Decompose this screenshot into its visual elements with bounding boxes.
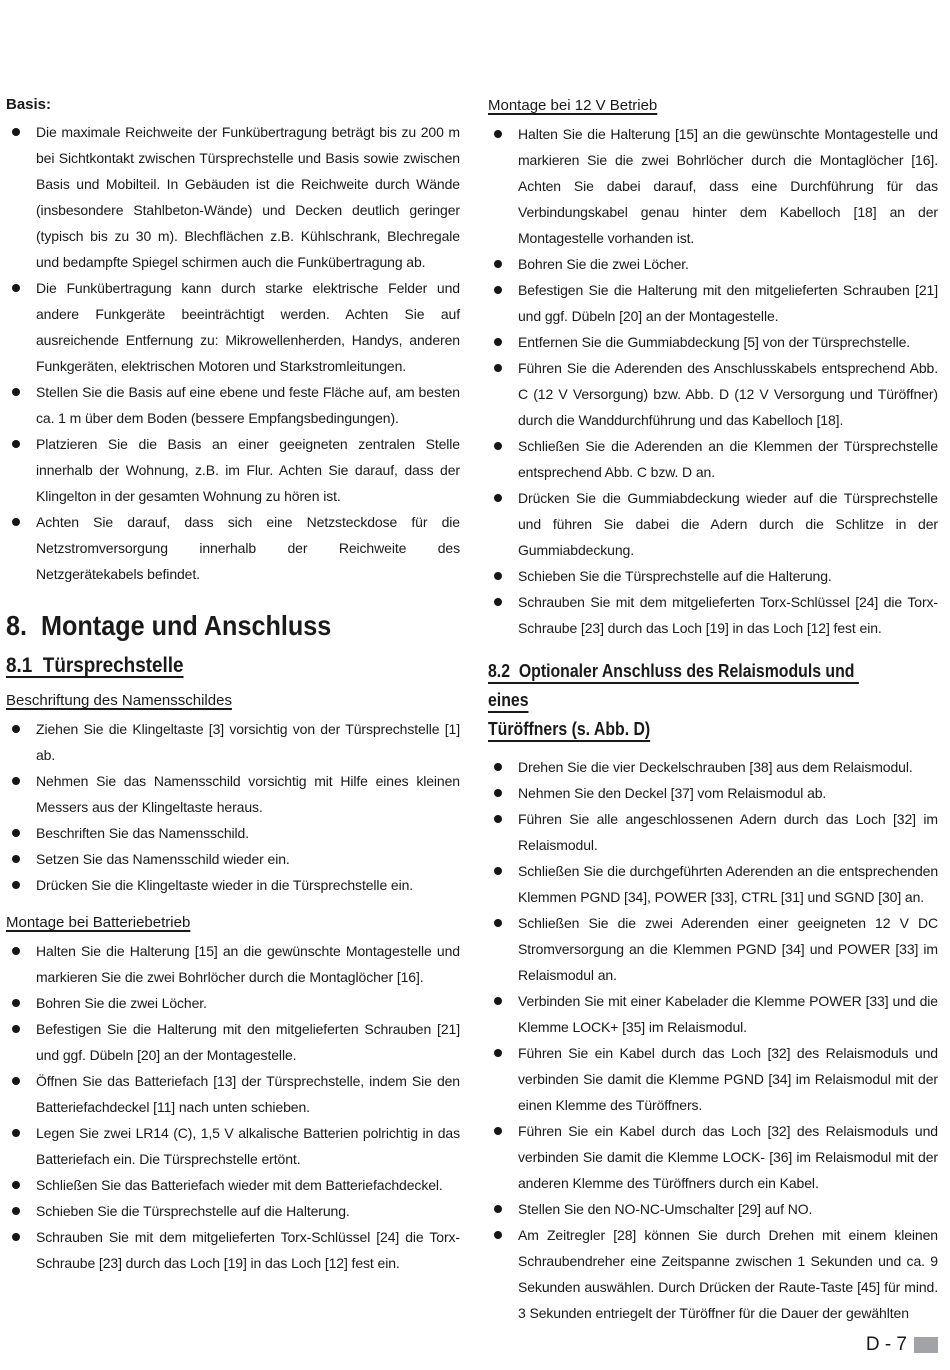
bullet-item — [6, 820, 460, 846]
bullet-item — [488, 988, 938, 1040]
bullet-icon — [12, 829, 20, 837]
bullet-text: Stellen Sie den NO-NC-Umschalter [29] auf NO. — [518, 1201, 813, 1217]
bullet-icon — [494, 815, 502, 823]
bullet-icon — [12, 440, 20, 448]
bullet-item — [488, 329, 938, 355]
bullet-text: Schrauben Sie mit dem mitgelieferten Torx-Schlüssel [24] die Torx-Schraube [23] durch das Loch [19] in das Loch [12] fest ein. — [518, 594, 938, 636]
bullet-icon — [494, 997, 502, 1005]
bullet-text: Am Zeitregler [28] können Sie durch Drehen mit einem kleinen Schraubendreher eine Zeitspanne zwischen 1 Sekunden und ca. 9 Sekunden auswählen. Durch Drücken der Raute-Taste [45] für mind. 3 Sekunden entriegelt der Türöffner für die Dauer der gewählten — [518, 1227, 938, 1321]
bullet-text: Führen Sie die Aderenden des Anschlusskabels entsprechend Abb. C (12 V Versorgung) bzw. Abb. D (12 V Versorgung und Türöffner) durch die Wanddurchführung und das Kabelloch [18]. — [518, 360, 938, 428]
bullet-text: Achten Sie darauf, dass sich eine Netzsteckdose für die Netzstromversorgung innerhalb der Reichweite des Netzgerätekabels befindet. — [36, 514, 460, 582]
bullet-item — [488, 754, 938, 780]
bullet-item — [6, 1172, 460, 1198]
bullet-icon — [494, 1127, 502, 1135]
bullet-text: Bohren Sie die zwei Löcher. — [36, 995, 207, 1011]
bullet-icon — [12, 1129, 20, 1137]
bullet-text: Schrauben Sie mit dem mitgelieferten Torx-Schlüssel [24] die Torx-Schraube [23] durch das Loch [19] in das Loch [12] fest ein. — [36, 1229, 460, 1271]
bullet-text: Halten Sie die Halterung [15] an die gewünschte Montagestelle und markieren Sie die zwei Bohrlöcher durch die Montaglöcher [16]. — [36, 943, 460, 985]
bullet-icon — [12, 388, 20, 396]
bullet-text: Nehmen Sie das Namensschild vorsichtig mit Hilfe eines kleinen Messers aus der Klingeltaste heraus. — [36, 773, 460, 815]
bullet-item — [488, 277, 938, 329]
bullet-text: Stellen Sie die Basis auf eine ebene und feste Fläche auf, am besten ca. 1 m über dem Boden (bessere Empfangsbedingungen). — [36, 384, 460, 426]
bullet-icon — [12, 855, 20, 863]
basis-list — [6, 119, 460, 587]
bullet-item — [488, 355, 938, 433]
bullet-item — [6, 938, 460, 990]
bullet-text: Führen Sie ein Kabel durch das Loch [32] des Relaismoduls und verbinden Sie damit die Klemme LOCK- [36] im Relaismodul mit der anderen Klemme des Türöffners durch ein Kabel. — [518, 1123, 938, 1191]
bullet-icon — [494, 1205, 502, 1213]
bullet-icon — [12, 128, 20, 136]
relais-list — [488, 754, 938, 1326]
bullet-item — [6, 1016, 460, 1068]
beschriftung-list — [6, 716, 460, 898]
page-number-label: D - 7 — [865, 1334, 907, 1355]
bullet-text: Bohren Sie die zwei Löcher. — [518, 256, 689, 272]
bullet-icon — [494, 260, 502, 268]
bullet-item — [488, 121, 938, 251]
bullet-icon — [12, 1233, 20, 1241]
bullet-text: Die Funkübertragung kann durch starke elektrische Felder und andere Funkgeräte beeinträchtigt werden. Achten Sie auf ausreichende Entfernung zu: Mikrowellenherden, Handys, anderen Funkgeräten, elektrischen Motoren und Starkstromleitungen. — [36, 280, 460, 374]
bullet-item — [6, 990, 460, 1016]
bullet-icon — [12, 1207, 20, 1215]
bullet-text: Schließen Sie die zwei Aderenden einer geeigneten 12 V DC Stromversorgung an die Klemmen PGND [34] und POWER [33] im Relaismodul an. — [518, 915, 938, 983]
bullet-icon — [12, 1025, 20, 1033]
bullet-item — [6, 1068, 460, 1120]
bullet-item — [488, 1196, 938, 1222]
bullet-icon — [494, 130, 502, 138]
bullet-text: Setzen Sie das Namensschild wieder ein. — [36, 851, 290, 867]
bullet-icon — [494, 919, 502, 927]
twelve-v-heading: Montage bei 12 V Betrieb — [488, 97, 658, 114]
bullet-text: Führen Sie alle angeschlossenen Adern durch das Loch [32] im Relaismodul. — [518, 811, 938, 853]
bullet-item — [6, 431, 460, 509]
bullet-icon — [12, 284, 20, 292]
bullet-item — [488, 485, 938, 563]
bullet-text: Schließen Sie die Aderenden an die Klemmen der Türsprechstelle entsprechend Abb. C bzw. D an. — [518, 438, 938, 480]
bullet-item — [6, 872, 460, 898]
section-8-1-heading: 8.1 Türsprechstelle — [6, 654, 184, 677]
bullet-text: Legen Sie zwei LR14 (C), 1,5 V alkalische Batterien polrichtig in das Batteriefach ein. Die Türsprechstelle ertönt. — [36, 1125, 460, 1167]
bullet-icon — [12, 881, 20, 889]
bullet-text: Führen Sie ein Kabel durch das Loch [32] des Relaismoduls und verbinden Sie damit die Klemme PGND [34] im Relaismodul mit der einen Klemme des Türöffners. — [518, 1045, 938, 1113]
bullet-text: Platzieren Sie die Basis an einer geeigneten zentralen Stelle innerhalb der Wohnung, z.B. im Flur. Achten Sie darauf, dass der Klingelton in der gesamten Wohnung zu hören ist. — [36, 436, 460, 504]
bullet-item — [488, 1118, 938, 1196]
bullet-item — [488, 780, 938, 806]
bullet-item — [488, 589, 938, 641]
bullet-item — [6, 1198, 460, 1224]
bullet-icon — [494, 364, 502, 372]
bullet-text: Ziehen Sie die Klingeltaste [3] vorsichtig von der Türsprechstelle [1] ab. — [36, 721, 460, 763]
bullet-icon — [12, 1077, 20, 1085]
bullet-icon — [494, 442, 502, 450]
bullet-icon — [494, 494, 502, 502]
bullet-item — [488, 251, 938, 277]
bullet-text: Befestigen Sie die Halterung mit den mitgelieferten Schrauben [21] und ggf. Dübeln [20] an der Montagestelle. — [36, 1021, 460, 1063]
bullet-item — [488, 1040, 938, 1118]
bullet-item — [6, 509, 460, 587]
bullet-item — [6, 846, 460, 872]
bullet-icon — [494, 789, 502, 797]
bullet-text: Schieben Sie die Türsprechstelle auf die Halterung. — [518, 568, 832, 584]
bullet-item — [488, 858, 938, 910]
bullet-icon — [494, 286, 502, 294]
bullet-item — [488, 1222, 938, 1326]
bullet-icon — [12, 725, 20, 733]
bullet-text: Öffnen Sie das Batteriefach [13] der Türsprechstelle, indem Sie den Batteriefachdeckel [11] nach unten schieben. — [36, 1073, 460, 1115]
bullet-item — [6, 716, 460, 768]
beschriftung-heading: Beschriftung des Namensschildes — [6, 692, 232, 709]
left-column — [6, 93, 460, 1276]
footer-square-mark — [914, 1337, 938, 1353]
bullet-item — [6, 1224, 460, 1276]
bullet-text: Schließen Sie die durchgeführten Aderenden an die entsprechenden Klemmen PGND [34], POWER [33], CTRL [31] und SGND [30] an. — [518, 863, 938, 905]
bullet-item — [6, 1120, 460, 1172]
bullet-icon — [494, 572, 502, 580]
basis-heading: Basis: — [6, 96, 52, 113]
bullet-text: Drücken Sie die Gummiabdeckung wieder auf die Türsprechstelle und führen Sie dabei die Adern durch die Schlitze in der Gummiabdeckung. — [518, 490, 938, 558]
batterie-heading: Montage bei Batteriebetrieb — [6, 914, 191, 931]
bullet-item — [6, 275, 460, 379]
bullet-icon — [12, 947, 20, 955]
right-column — [488, 93, 938, 1356]
bullet-icon — [494, 338, 502, 346]
bullet-icon — [12, 1181, 20, 1189]
bullet-icon — [12, 777, 20, 785]
twelve-v-list — [488, 121, 938, 641]
bullet-text: Entfernen Sie die Gummiabdeckung [5] von der Türsprechstelle. — [518, 334, 911, 350]
bullet-text: Drehen Sie die vier Deckelschrauben [38] aus dem Relaismodul. — [518, 759, 913, 775]
bullet-item — [6, 379, 460, 431]
batterie-list — [6, 938, 460, 1276]
bullet-text: Schieben Sie die Türsprechstelle auf die Halterung. — [36, 1203, 350, 1219]
bullet-icon — [494, 1049, 502, 1057]
page-footer — [488, 1334, 938, 1356]
bullet-text: Beschriften Sie das Namensschild. — [36, 825, 250, 841]
bullet-icon — [12, 518, 20, 526]
section-8-2-heading-line1: 8.2 Optionaler Anschluss des Relaismoduls und eines — [488, 661, 859, 710]
bullet-item — [488, 910, 938, 988]
bullet-item — [488, 563, 938, 589]
bullet-item — [488, 806, 938, 858]
bullet-item — [6, 768, 460, 820]
bullet-text: Drücken Sie die Klingeltaste wieder in die Türsprechstelle ein. — [36, 877, 414, 893]
bullet-icon — [494, 1231, 502, 1239]
bullet-text: Nehmen Sie den Deckel [37] vom Relaismodul ab. — [518, 785, 827, 801]
bullet-text: Die maximale Reichweite der Funkübertragung beträgt bis zu 200 m bei Sichtkontakt zwischen Türsprechstelle und Basis sowie zwischen Basis und Mobilteil. In Gebäuden ist die Reichweite durch Wände (insbesondere Stahlbeton-Wände) und Decken deutlich geringer (typisch bis zu 30 m). Blechflächen z.B. Kühlschrank, Blechregale und bedampfte Spiegel schirmen auch die Funkübertragung ab. — [36, 124, 460, 270]
bullet-text: Halten Sie die Halterung [15] an die gewünschte Montagestelle und markieren Sie die zwei Bohrlöcher durch die Montaglöcher [16]. Achten Sie dabei darauf, dass eine Durchführung für das Verbindungskabel genau hinter dem Kabelloch [18] an der Montagestelle vorhanden ist. — [518, 126, 938, 246]
section-8-heading: 8. Montage und Anschluss — [6, 610, 332, 641]
bullet-item — [6, 119, 460, 275]
bullet-icon — [494, 763, 502, 771]
section-8-2-heading — [488, 657, 938, 744]
bullet-text: Verbinden Sie mit einer Kabelader die Klemme POWER [33] und die Klemme LOCK+ [35] im Relaismodul. — [518, 993, 938, 1035]
bullet-item — [488, 433, 938, 485]
bullet-icon — [12, 999, 20, 1007]
bullet-icon — [494, 598, 502, 606]
section-8-2-heading-line2: Türöffners (s. Abb. D) — [488, 719, 651, 739]
bullet-text: Schließen Sie das Batteriefach wieder mit dem Batteriefachdeckel. — [36, 1177, 443, 1193]
bullet-icon — [494, 867, 502, 875]
bullet-text: Befestigen Sie die Halterung mit den mitgelieferten Schrauben [21] und ggf. Dübeln [20] an der Montagestelle. — [518, 282, 938, 324]
